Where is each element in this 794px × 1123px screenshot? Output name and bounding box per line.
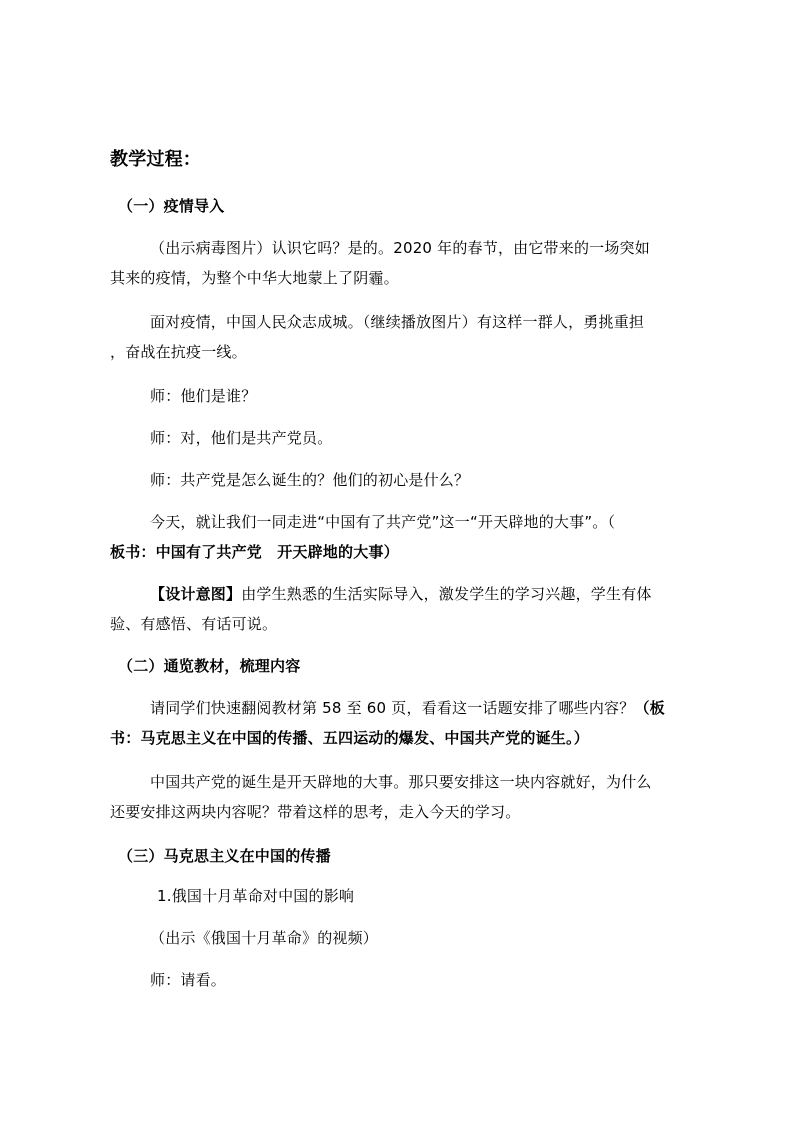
paragraph-line [150, 698, 665, 718]
dialogue-line: 师：他们是谁？ [150, 387, 257, 405]
paragraph-line: 验、有感悟、有话可说。 [110, 615, 278, 633]
heading-marxism: （三）马克思主义在中国的传播 [118, 847, 331, 865]
dialogue-line: 师：请看。 [150, 971, 227, 989]
paragraph-line: 今天，就让我们一同走进“中国有了共产党”这一“开天辟地的大事”。（ [150, 513, 616, 531]
design-intent-line [150, 584, 652, 604]
heading-epidemic-intro: （一）疫情导入 [118, 197, 225, 215]
heading-overview: （二）通览教材，梳理内容 [118, 657, 301, 675]
dialogue-line: 师：共产党是怎么诞生的？他们的初心是什么？ [150, 471, 470, 489]
paragraph-line: 面对疫情，中国人民众志成城。（继续播放图片）有这样一群人，勇挑重担 [150, 313, 645, 331]
section-title: 教学过程： [110, 149, 201, 170]
paragraph-line: 还要安排这两块内容呢？带着这样的思考，走入今天的学习。 [110, 803, 521, 821]
list-item: 1.俄国十月革命对中国的影响 [157, 887, 355, 905]
design-intent-text: 由学生熟悉的生活实际导入，激发学生的学习兴趣，学生有体 [241, 585, 652, 603]
dialogue-line: 师：对，他们是共产党员。 [150, 429, 333, 447]
paragraph-line: 中国共产党的诞生是开天辟地的大事。那只要安排这一块内容就好，为什么 [150, 773, 652, 791]
blackboard-note-start: （板 [634, 699, 665, 717]
blackboard-note: 书：马克思主义在中国的传播、五四运动的爆发、中国共产党的诞生。） [110, 729, 589, 747]
design-intent-label: 【设计意图】 [150, 585, 242, 603]
paragraph-line: 其来的疫情，为整个中华大地蒙上了阴霾。 [110, 269, 399, 287]
paragraph-line: （出示病毒图片）认识它吗？是的。2020 年的春节，由它带来的一场突如 [150, 239, 650, 257]
blackboard-note: 板书：中国有了共产党 开天辟地的大事） [110, 543, 399, 561]
paragraph-line: ，奋战在抗疫一线。 [110, 343, 247, 361]
paragraph-text: 请同学们快速翻阅教材第 58 至 60 页，看看这一话题安排了哪些内容？ [150, 699, 635, 717]
paragraph-line: （出示《俄国十月革命》的视频） [150, 929, 379, 947]
